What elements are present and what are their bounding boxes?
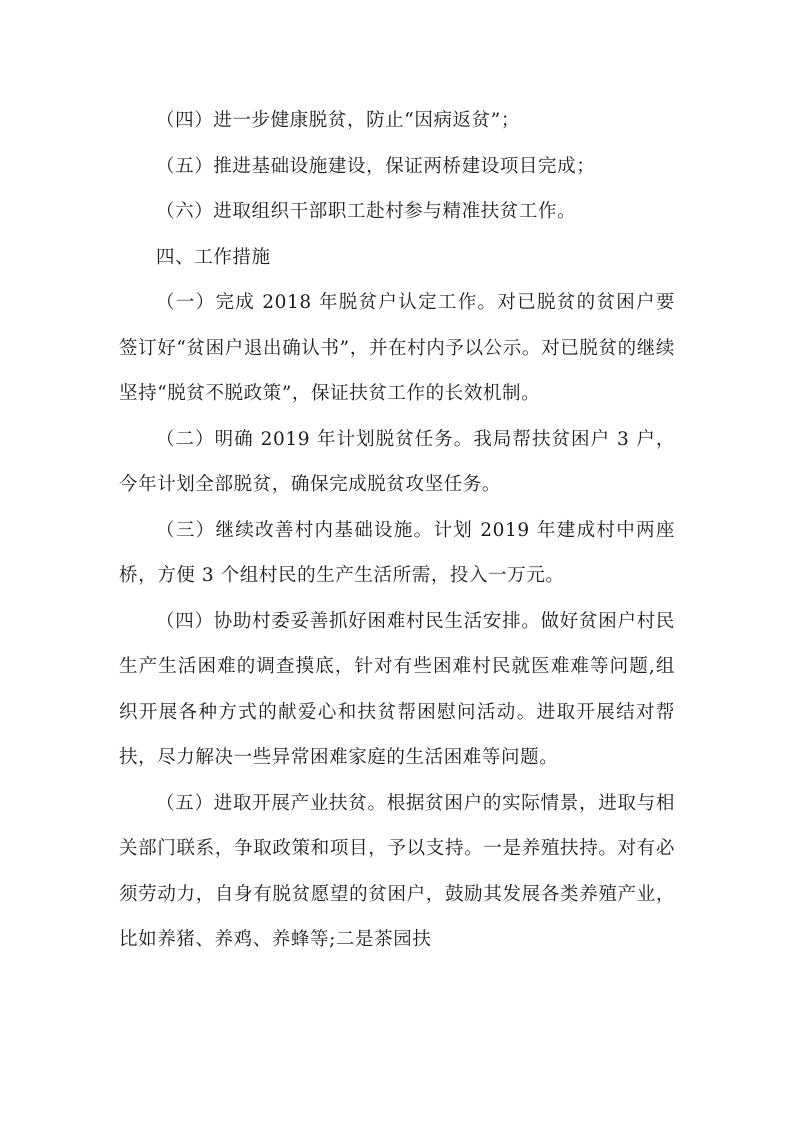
paragraph-measure-4: （四）协助村委妥善抓好困难村民生活安排。做好贫困户村民生产生活困难的调查摸底，针对有些困难村民就医难难等问题,组织开展各种方式的献爱心和扶贫帮困慰问活动。进取开展结对帮扶，尽力解决一些异常困难家庭的生活困难等问题。 [119,610,675,768]
paragraph-measure-2: （二）明确 2019 年计划脱贫任务。我局帮扶贫困户 3 户，今年计划全部脱贫，确保完成脱贫攻坚任务。 [119,428,675,495]
paragraph-cadre-participation: （六）进取组织干部职工赴村参与精准扶贫工作。 [156,201,577,222]
paragraph-measure-1: （一）完成 2018 年脱贫户认定工作。对已脱贫的贫困户要签订好“贫困户退出确认书”，并在村内予以公示。对已脱贫的继续坚持“脱贫不脱政策”，保证扶贫工作的长效机制。 [119,292,675,404]
paragraph-health-poverty: （四）进一步健康脱贫，防止“因病返贫”； [156,110,520,131]
section-heading-measures: 四、工作措施 [156,246,271,268]
paragraph-measure-5: （五）进取开展产业扶贫。根据贫困户的实际情景，进取与相关部门联系，争取政策和项目，予以支持。一是养殖扶持。对有必须劳动力，自身有脱贫愿望的贫困户，鼓励其发展各类养殖产业，比如养猪、养鸡、养蜂等;二是茶园扶 [119,792,675,950]
paragraph-measure-3: （三）继续改善村内基础设施。计划 2019 年建成村中两座桥，方便 3 个组村民的生产生活所需，投入一万元。 [119,519,675,586]
paragraph-infrastructure-goal: （五）推进基础设施建设，保证两桥建设项目完成； [156,155,596,177]
document-body [119,98,675,963]
